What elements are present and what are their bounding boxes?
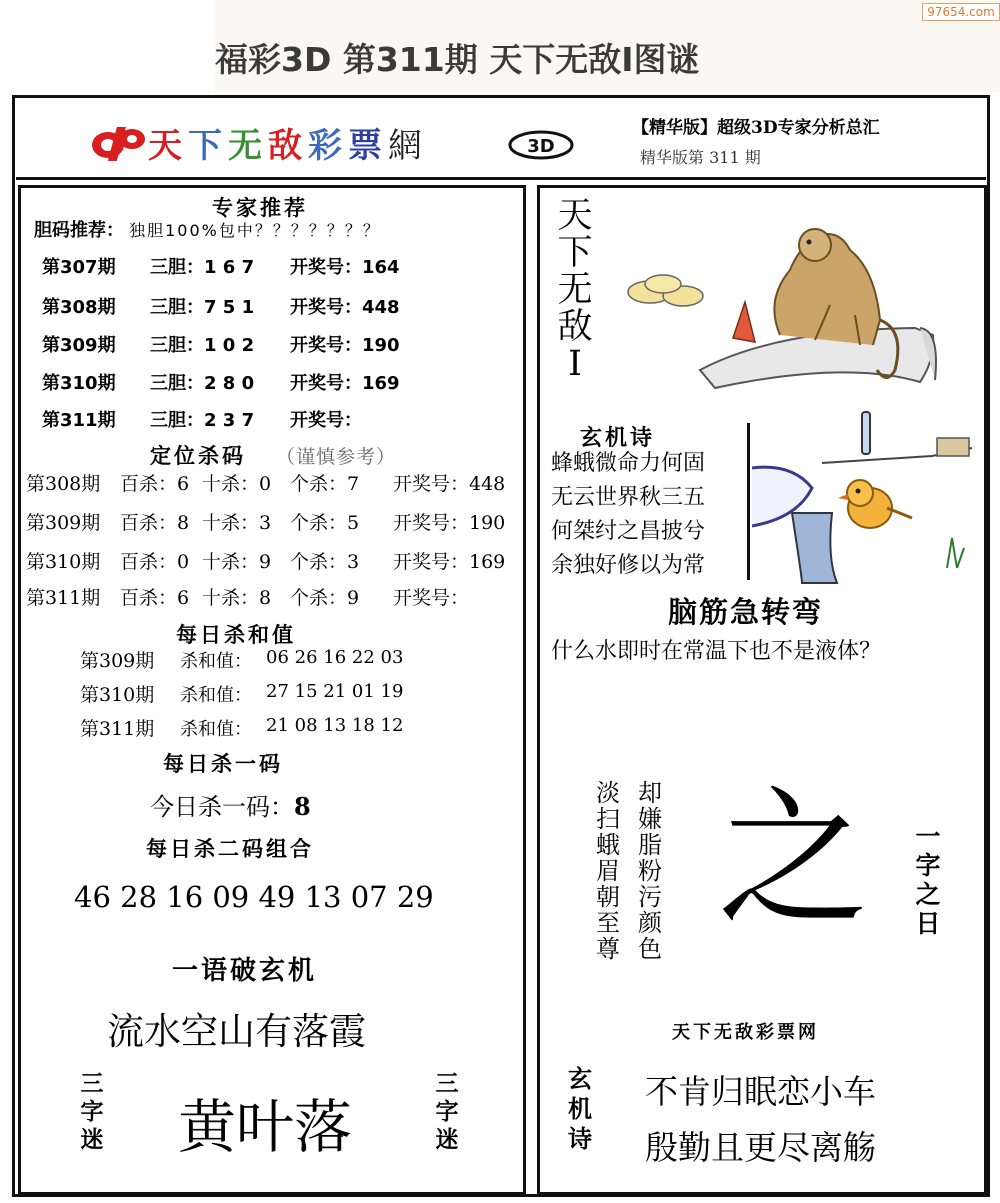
brain-teaser-heading: 脑筋急转弯 bbox=[668, 595, 824, 629]
two-kill-heading: 每日杀二码组合 bbox=[146, 837, 314, 861]
expert-dan: 三胆：2 8 0 bbox=[150, 373, 255, 394]
sk-label: 杀和值： bbox=[180, 685, 252, 706]
vpoem-char: 污 bbox=[638, 883, 662, 911]
expert-period: 第307期 bbox=[42, 257, 116, 278]
title-char: 敌 bbox=[557, 307, 593, 347]
sk-period: 第311期 bbox=[80, 718, 155, 740]
pk-ge: 个杀：5 bbox=[290, 512, 360, 534]
pk-shi: 十杀：8 bbox=[202, 587, 272, 609]
riddle-answer: 黄叶落 bbox=[178, 1093, 353, 1161]
pk-draw: 开奖号：448 bbox=[393, 473, 506, 495]
dan-label: 胆码推荐： bbox=[34, 220, 124, 241]
expert-period: 第308期 bbox=[42, 297, 116, 318]
logo-char: 下 bbox=[188, 126, 228, 166]
pk-ge: 个杀：9 bbox=[290, 587, 360, 609]
brain-teaser-question: 什么水即时在常温下也不是液体？ bbox=[551, 639, 882, 664]
vpoem-char: 朝 bbox=[596, 883, 620, 911]
expert-draw: 开奖号：190 bbox=[290, 335, 400, 356]
label-char: 诗 bbox=[568, 1125, 592, 1153]
poem-line: 余独好修以为常 bbox=[551, 553, 706, 578]
sk-period: 第309期 bbox=[80, 650, 155, 672]
bottom-poem-line: 殷勤且更尽离觞 bbox=[645, 1128, 876, 1167]
label-char: 字 bbox=[80, 1099, 104, 1125]
big-character: 之 bbox=[718, 773, 869, 947]
sk-values: 27 15 21 01 19 bbox=[266, 681, 404, 702]
bird-illustration bbox=[752, 408, 977, 586]
pk-bai: 百杀：0 bbox=[120, 551, 190, 573]
title-char: Ⅰ bbox=[568, 344, 582, 384]
monkey-illustration bbox=[615, 210, 955, 395]
expert-period: 第310期 bbox=[42, 373, 116, 394]
poem-line: 蜂蛾微命力何固 bbox=[551, 451, 706, 476]
pk-shi: 十杀：9 bbox=[202, 551, 272, 573]
pk-bai: 百杀：6 bbox=[120, 473, 190, 495]
riddle-phrase: 流水空山有落霞 bbox=[107, 1010, 366, 1053]
vertical-poem-col-1 bbox=[635, 780, 665, 962]
poem-lines bbox=[551, 447, 705, 583]
title-char: 无 bbox=[557, 270, 593, 310]
expert-heading: 专家推荐 bbox=[212, 196, 308, 220]
one-kill-label: 今日杀一码： bbox=[150, 793, 294, 821]
bottom-poem bbox=[645, 1064, 876, 1176]
dan-recommend bbox=[34, 216, 381, 242]
pk-bai: 百杀：6 bbox=[120, 587, 190, 609]
vpoem-char: 淡 bbox=[596, 779, 620, 807]
three-char-riddle-label bbox=[72, 1070, 112, 1154]
pk-period: 第309期 bbox=[26, 512, 101, 534]
expert-period: 第309期 bbox=[42, 335, 116, 356]
pk-period: 第310期 bbox=[26, 551, 101, 573]
expert-dan: 三胆：1 6 7 bbox=[150, 257, 255, 278]
vpoem-char: 嫌 bbox=[638, 805, 662, 833]
vpoem-char: 蛾 bbox=[596, 831, 620, 859]
expert-draw: 开奖号：164 bbox=[290, 257, 400, 278]
sk-period: 第310期 bbox=[80, 684, 155, 706]
site-badge[interactable]: 97654.com bbox=[922, 3, 1000, 21]
pk-draw: 开奖号：169 bbox=[393, 551, 506, 573]
logo-char: 敌 bbox=[268, 126, 308, 166]
logo-char: 天 bbox=[148, 126, 188, 166]
vpoem-char: 颜 bbox=[638, 909, 662, 937]
poem-line: 无云世界秋三五 bbox=[551, 485, 706, 510]
label-char: 一 bbox=[915, 822, 941, 851]
label-char: 日 bbox=[915, 909, 941, 938]
label-char: 之 bbox=[915, 880, 941, 909]
3d-badge-text: 3D bbox=[527, 136, 555, 157]
three-char-riddle-label-right bbox=[427, 1070, 467, 1154]
vpoem-char: 粉 bbox=[638, 857, 662, 885]
vpoem-char: 脂 bbox=[638, 831, 662, 859]
vpoem-char: 却 bbox=[638, 779, 662, 807]
pk-draw: 开奖号： bbox=[393, 587, 470, 609]
site-name: 天下无敌彩票网 bbox=[672, 1022, 819, 1043]
expert-dan: 三胆：1 0 2 bbox=[150, 335, 255, 356]
one-kill-line bbox=[150, 787, 311, 822]
vpoem-char: 眉 bbox=[596, 857, 620, 885]
position-kill-note: （谨慎参考） bbox=[276, 446, 397, 468]
pk-shi: 十杀：0 bbox=[202, 473, 272, 495]
expert-draw: 开奖号：448 bbox=[290, 297, 400, 318]
title-char: 下 bbox=[557, 233, 593, 273]
label-char: 机 bbox=[568, 1095, 592, 1123]
logo-text bbox=[148, 118, 428, 167]
title-char: 天 bbox=[557, 196, 593, 236]
expert-draw: 开奖号： bbox=[290, 410, 362, 431]
xuanji-label bbox=[560, 1064, 600, 1154]
sk-values: 06 26 16 22 03 bbox=[266, 647, 404, 668]
dan-text: 独胆100%包中？？？？？？？ bbox=[129, 221, 381, 240]
logo-char: 无 bbox=[228, 126, 268, 166]
edition-issue: 精华版第 311 期 bbox=[640, 148, 761, 167]
label-char: 字 bbox=[915, 851, 941, 880]
poem-heading: 玄机诗 bbox=[580, 426, 656, 451]
pk-draw: 开奖号：190 bbox=[393, 512, 506, 534]
page-title: 福彩3D 第311期 天下无敌Ⅰ图谜 bbox=[215, 40, 700, 79]
expert-dan: 三胆：2 3 7 bbox=[150, 410, 255, 431]
expert-dan: 三胆：7 5 1 bbox=[150, 297, 255, 318]
pk-bai: 百杀：8 bbox=[120, 512, 190, 534]
poem-line: 何桀纣之昌披兮 bbox=[551, 519, 706, 544]
label-char: 字 bbox=[435, 1099, 459, 1125]
sk-label: 杀和值： bbox=[180, 651, 252, 672]
position-kill-heading: 定位杀码 bbox=[150, 444, 246, 468]
label-char: 玄 bbox=[568, 1065, 592, 1093]
label-char: 迷 bbox=[435, 1127, 459, 1153]
logo-char: 網 bbox=[388, 126, 428, 166]
vpoem-char: 扫 bbox=[596, 805, 620, 833]
vertical-title bbox=[555, 198, 595, 383]
poem-divider bbox=[747, 423, 750, 580]
riddle-heading: 一语破玄机 bbox=[172, 956, 318, 986]
expert-period: 第311期 bbox=[42, 410, 116, 431]
pk-ge: 个杀：3 bbox=[290, 551, 360, 573]
sum-kill-heading: 每日杀和值 bbox=[176, 623, 296, 647]
label-char: 迷 bbox=[80, 1127, 104, 1153]
vertical-poem-col-2 bbox=[593, 780, 623, 962]
label-char: 三 bbox=[435, 1071, 459, 1097]
label-char: 三 bbox=[80, 1071, 104, 1097]
pk-shi: 十杀：3 bbox=[202, 512, 272, 534]
expert-draw: 开奖号：169 bbox=[290, 373, 400, 394]
one-kill-heading: 每日杀一码 bbox=[163, 752, 283, 776]
one-kill-value: 8 bbox=[294, 792, 311, 821]
pk-period: 第311期 bbox=[26, 587, 101, 609]
lottery-logo-icon bbox=[88, 123, 148, 163]
edition-title: 【精华版】超级3D专家分析总汇 bbox=[632, 118, 880, 138]
vpoem-char: 尊 bbox=[596, 935, 620, 963]
logo-char: 票 bbox=[348, 126, 388, 166]
two-kill-values: 46 28 16 09 49 13 07 29 bbox=[74, 880, 434, 914]
logo-char: 彩 bbox=[308, 126, 348, 166]
vpoem-char: 色 bbox=[638, 935, 662, 963]
sk-values: 21 08 13 18 12 bbox=[266, 715, 404, 736]
pk-period: 第308期 bbox=[26, 473, 101, 495]
pk-ge: 个杀：7 bbox=[290, 473, 360, 495]
vpoem-char: 至 bbox=[596, 909, 620, 937]
one-char-label bbox=[908, 822, 948, 938]
sk-label: 杀和值： bbox=[180, 719, 252, 740]
3d-badge-icon bbox=[508, 130, 574, 160]
bottom-poem-line: 不肯归眠恋小车 bbox=[645, 1072, 876, 1111]
